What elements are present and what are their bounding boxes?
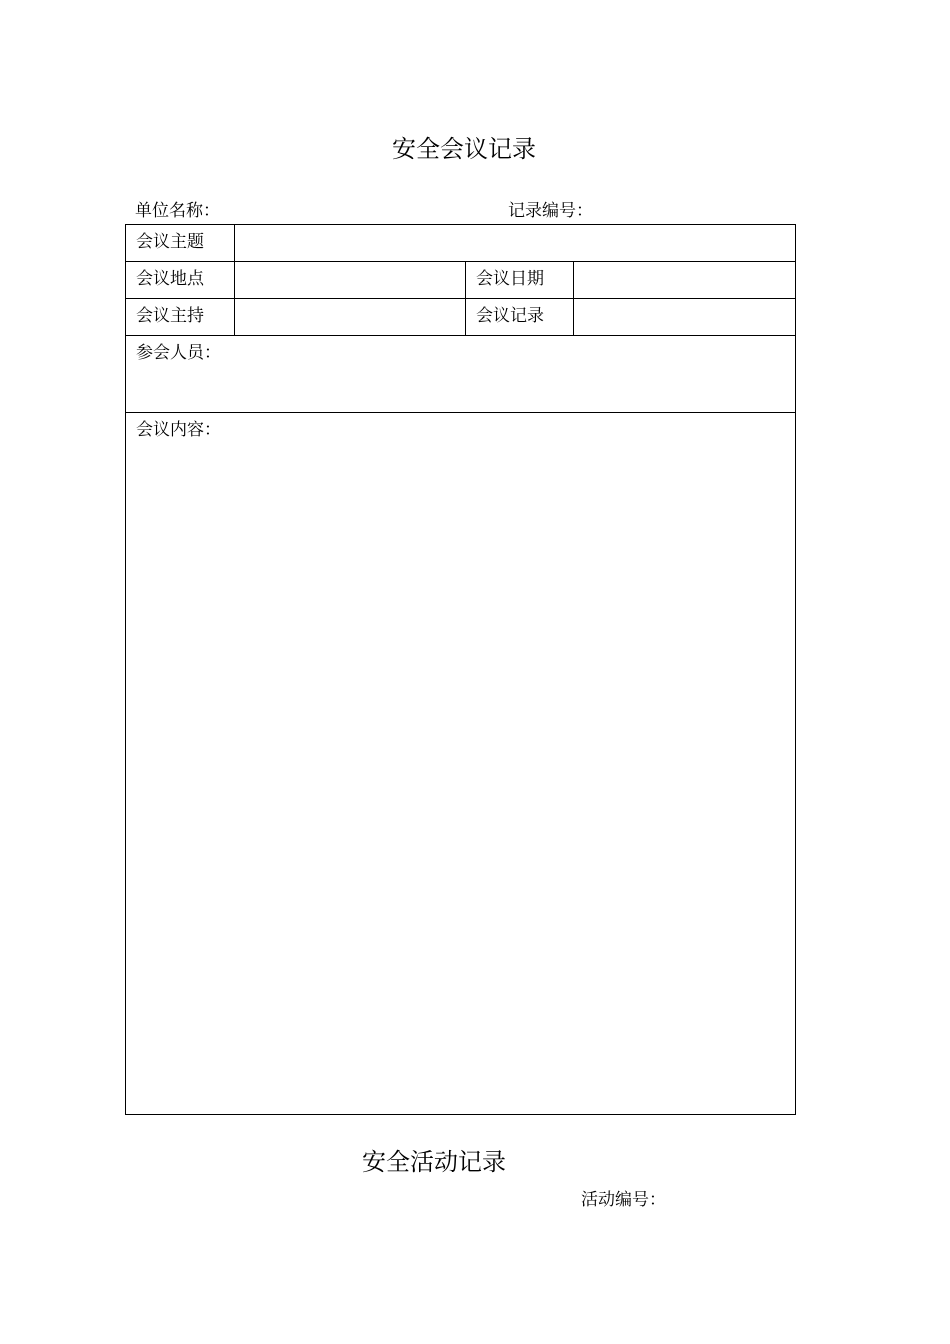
content-cell[interactable] xyxy=(126,413,796,1115)
unit-name-label: 单位名称： xyxy=(135,201,220,221)
location-date-row xyxy=(126,262,796,299)
topic-label-cell xyxy=(126,225,235,262)
attendees-row xyxy=(126,336,796,413)
topic-value[interactable] xyxy=(245,231,795,253)
location-label: 会议地点 xyxy=(136,269,204,289)
host-label-cell xyxy=(126,299,235,336)
topic-row xyxy=(126,225,796,262)
host-recorder-row xyxy=(126,299,796,336)
recorder-label-cell xyxy=(466,299,574,336)
activity-no-label: 活动编号： xyxy=(581,1190,666,1210)
recorder-value-cell[interactable] xyxy=(574,299,796,336)
location-value-cell[interactable] xyxy=(235,262,466,299)
host-value[interactable] xyxy=(245,305,465,327)
activity-record-title: 安全活动记录 xyxy=(362,1148,506,1176)
host-label: 会议主持 xyxy=(136,306,204,326)
recorder-label: 会议记录 xyxy=(476,306,544,326)
meeting-record-table xyxy=(125,224,796,1115)
meeting-record-title: 安全会议记录 xyxy=(392,135,536,163)
date-value-cell[interactable] xyxy=(574,262,796,299)
host-value-cell[interactable] xyxy=(235,299,466,336)
location-value[interactable] xyxy=(245,268,465,290)
date-value[interactable] xyxy=(584,268,795,290)
date-label: 会议日期 xyxy=(476,269,544,289)
date-label-cell xyxy=(466,262,574,299)
topic-label: 会议主题 xyxy=(136,232,204,252)
recorder-value[interactable] xyxy=(584,305,795,327)
topic-value-cell[interactable] xyxy=(235,225,796,262)
location-label-cell xyxy=(126,262,235,299)
record-no-label: 记录编号： xyxy=(508,201,593,221)
attendees-cell[interactable] xyxy=(126,336,796,413)
content-label: 会议内容： xyxy=(136,420,221,440)
content-row xyxy=(126,413,796,1115)
attendees-label: 参会人员： xyxy=(136,343,221,363)
